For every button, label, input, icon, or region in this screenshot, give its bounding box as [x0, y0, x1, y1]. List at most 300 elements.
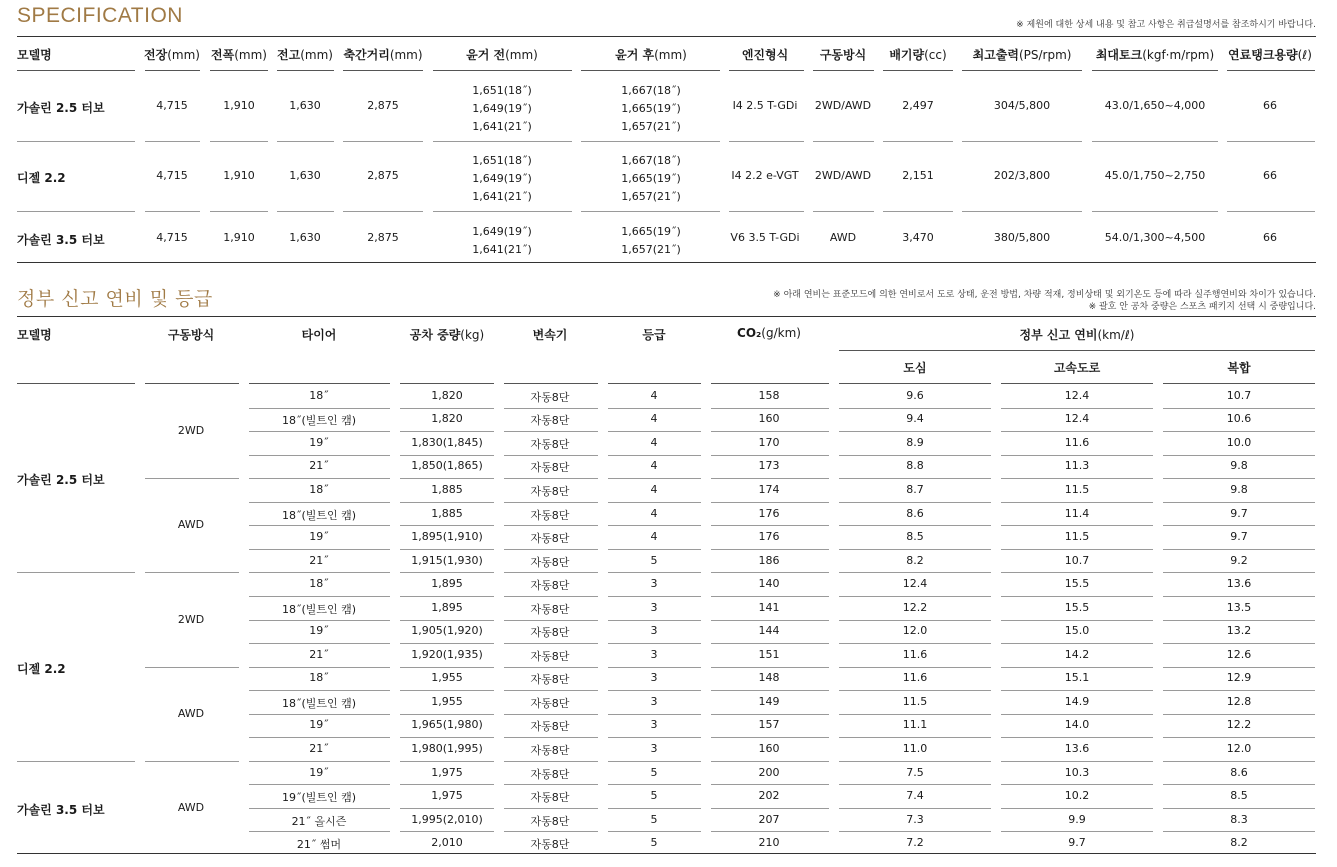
fuel-cell-co2: 160 — [758, 742, 780, 756]
spec-cell-tank: 66 — [1263, 169, 1277, 182]
spec-row-divider — [343, 141, 423, 142]
fuel-row-divider — [504, 572, 598, 573]
spec-row-model: 디젤 2.2 — [17, 171, 66, 185]
fuel-row-divider — [608, 525, 701, 526]
fuel-cell-highway: 15.0 — [1064, 624, 1090, 638]
fuel-cell-tire: 18˝ — [309, 482, 329, 496]
fuel-cell-co2: 200 — [758, 765, 780, 779]
fuel-row-divider — [1001, 784, 1153, 785]
fuel-cell-weight: 1,965(1,980) — [411, 718, 483, 732]
fuel-row-divider — [1163, 714, 1315, 715]
fuel-row-divider — [711, 808, 829, 809]
fuel-row-divider — [400, 831, 494, 832]
spec-row-divider — [210, 141, 268, 142]
spec-cell-height: 1,630 — [289, 231, 321, 244]
spec-cell-track_rear: 1,667(18˝) — [621, 154, 681, 167]
spec-row-divider — [1227, 141, 1315, 142]
spec-cell-track_rear: 1,657(21˝) — [621, 120, 681, 133]
spec-cell-track_front: 1,641(21˝) — [472, 190, 532, 203]
fuel-cell-combined: 8.3 — [1230, 812, 1248, 826]
spec-bottom-rule — [17, 262, 1316, 263]
fuel-row-divider — [400, 620, 494, 621]
fuel-row-divider — [608, 502, 701, 503]
fuel-cell-co2: 170 — [758, 435, 780, 449]
fuel-cell-city: 9.4 — [906, 412, 924, 426]
fuel-cell-weight: 1,955 — [431, 671, 463, 685]
fuel-cell-combined: 10.6 — [1226, 412, 1252, 426]
fuel-row-divider — [400, 761, 494, 762]
spec-header-underline — [343, 70, 423, 71]
spec-header-10-label: 최고출력 — [972, 48, 1019, 62]
fuel-cell-grade: 5 — [650, 765, 658, 779]
fuel-row-divider — [1163, 831, 1315, 832]
fuel-header-weight-unit: (kg) — [460, 328, 485, 342]
fuel-row-divider — [839, 808, 991, 809]
spec-row-divider — [17, 141, 135, 142]
fuel-cell-grade: 4 — [650, 459, 658, 473]
fuel-row-divider — [711, 525, 829, 526]
fuel-cell-weight: 1,915(1,930) — [411, 553, 483, 567]
fuel-row-divider — [839, 714, 991, 715]
fuel-cell-weight: 1,975 — [431, 765, 463, 779]
spec-header-0 — [17, 46, 52, 63]
fuel-row-divider — [249, 596, 390, 597]
fuel-cell-co2: 158 — [758, 388, 780, 402]
fuel-cell-city: 8.8 — [906, 459, 924, 473]
spec-row-divider — [145, 211, 200, 212]
spec-header-6 — [615, 46, 687, 63]
fuel-row-divider — [504, 502, 598, 503]
fuel-row-divider — [711, 572, 829, 573]
fuel-cell-tire: 18˝ — [309, 577, 329, 591]
fuel-cell-co2: 176 — [758, 530, 780, 544]
fuel-row-divider — [249, 784, 390, 785]
fuel-cell-tire: 19˝ — [309, 530, 329, 544]
spec-cell-power: 380/5,800 — [993, 231, 1051, 244]
fuel-row-divider — [608, 737, 701, 738]
fuel-header-co2-label: CO₂ — [737, 326, 762, 340]
fuel-row-divider — [1001, 667, 1153, 668]
fuel-cell-highway: 15.1 — [1064, 671, 1090, 685]
fuel-cell-weight: 1,850(1,865) — [411, 459, 483, 473]
fuel-cell-trans: 자동8단 — [530, 532, 570, 546]
fuel-row-divider — [1001, 596, 1153, 597]
spec-header-2-label: 전폭 — [211, 48, 235, 62]
fuel-row-divider — [839, 784, 991, 785]
spec-row-divider — [962, 211, 1082, 212]
fuel-cell-tire: 21˝ — [309, 553, 329, 567]
fuel-row-divider — [249, 502, 390, 503]
fuel-bottom-rule — [17, 853, 1316, 854]
fuel-cell-grade: 3 — [650, 694, 658, 708]
fuel-row-divider — [1163, 549, 1315, 550]
fuel-row-divider — [249, 549, 390, 550]
fuel-cell-highway: 11.6 — [1064, 435, 1090, 449]
fuel-cell-highway: 10.2 — [1064, 789, 1090, 803]
fuel-cell-co2: 148 — [758, 671, 780, 685]
spec-header-underline — [210, 70, 268, 71]
fuel-cell-city: 11.5 — [902, 694, 928, 708]
fuel-header-tire: 타이어 — [301, 328, 337, 342]
spec-cell-wheelbase: 2,875 — [367, 231, 399, 244]
spec-header-6-unit: (mm) — [654, 48, 687, 62]
spec-cell-track_rear: 1,657(21˝) — [621, 243, 681, 256]
fuel-cell-trans: 자동8단 — [530, 767, 570, 781]
spec-header-underline — [581, 70, 720, 71]
fuel-row-divider — [504, 761, 598, 762]
fuel-cell-grade: 3 — [650, 600, 658, 614]
fuel-row-divider — [1001, 620, 1153, 621]
fuel-row-divider — [711, 831, 829, 832]
fuel-row-divider — [1001, 761, 1153, 762]
spec-row-divider — [1092, 211, 1218, 212]
fuel-cell-city: 9.6 — [906, 388, 924, 402]
fuel-cell-highway: 9.7 — [1068, 836, 1086, 850]
fuel-cell-weight: 1,895 — [431, 577, 463, 591]
fuel-header-underline — [1001, 383, 1153, 384]
fuel-row-divider — [1001, 408, 1153, 409]
spec-row-divider — [813, 211, 874, 212]
fuel-cell-city: 11.6 — [902, 647, 928, 661]
fuel-cell-grade: 4 — [650, 435, 658, 449]
fuel-cell-grade: 3 — [650, 718, 658, 732]
fuel-cell-city: 12.4 — [902, 577, 928, 591]
fuel-cell-city: 8.7 — [906, 482, 924, 496]
spec-cell-displacement: 3,470 — [902, 231, 934, 244]
spec-cell-track_rear: 1,657(21˝) — [621, 190, 681, 203]
fuel-row-divider — [400, 643, 494, 644]
fuel-header-underline — [249, 383, 390, 384]
fuel-cell-weight: 1,820 — [431, 388, 463, 402]
spec-cell-length: 4,715 — [156, 231, 188, 244]
spec-header-10-unit: (PS/rpm) — [1018, 48, 1072, 62]
spec-header-6-label: 윤거 후 — [615, 48, 655, 62]
fuel-row-divider — [400, 737, 494, 738]
fuel-cell-grade: 4 — [650, 506, 658, 520]
spec-header-9-unit: (cc) — [924, 48, 947, 62]
spec-row-divider — [210, 211, 268, 212]
fuel-cell-combined: 8.2 — [1230, 836, 1248, 850]
fuel-row-divider — [504, 455, 598, 456]
fuel-header-underline — [1163, 383, 1315, 384]
fuel-cell-highway: 11.5 — [1064, 482, 1090, 496]
spec-row-divider — [433, 141, 572, 142]
fuel-cell-grade: 4 — [650, 412, 658, 426]
fuel-cell-highway: 11.3 — [1064, 459, 1090, 473]
fuel-drive-divider — [145, 478, 239, 479]
fuel-row-divider — [1001, 831, 1153, 832]
spec-header-11 — [1096, 46, 1214, 63]
fuel-cell-grade: 5 — [650, 836, 658, 850]
fuel-cell-co2: 144 — [758, 624, 780, 638]
fuel-cell-city: 12.2 — [902, 600, 928, 614]
fuel-row-divider — [1163, 478, 1315, 479]
fuel-row-divider — [1163, 431, 1315, 432]
fuel-cell-trans: 자동8단 — [530, 414, 570, 428]
fuel-cell-combined: 13.6 — [1226, 577, 1252, 591]
fuel-row-divider — [839, 478, 991, 479]
fuel-cell-co2: 174 — [758, 482, 780, 496]
fuel-cell-grade: 3 — [650, 742, 658, 756]
spec-cell-engine: V6 3.5 T-GDi — [730, 231, 800, 244]
spec-cell-displacement: 2,497 — [902, 99, 934, 112]
fuel-cell-weight: 2,010 — [431, 836, 463, 850]
spec-cell-power: 304/5,800 — [993, 99, 1051, 112]
fuel-model-divider — [17, 761, 135, 762]
fuel-cell-trans: 자동8단 — [530, 579, 570, 593]
spec-header-9 — [889, 46, 946, 63]
fuel-cell-trans: 자동8단 — [530, 673, 570, 687]
fuel-cell-tire: 18˝(빌트인 캠) — [281, 696, 357, 710]
fuel-cell-co2: 160 — [758, 412, 780, 426]
fuel-cell-co2: 207 — [758, 812, 780, 826]
fuel-row-divider — [839, 431, 991, 432]
fuel-header-combined: 복합 — [1227, 361, 1251, 375]
fuel-cell-tire: 21˝ 올시즌 — [291, 814, 347, 828]
fuel-row-divider — [711, 643, 829, 644]
fuel-row-divider — [504, 690, 598, 691]
fuel-header-efficiency-unit: (km/ℓ) — [1097, 328, 1135, 342]
spec-row-model: 가솔린 3.5 터보 — [17, 233, 105, 247]
fuel-row-divider — [711, 761, 829, 762]
spec-header-underline — [277, 70, 334, 71]
fuel-cell-tire: 19˝ — [309, 765, 329, 779]
fuel-row-divider — [400, 596, 494, 597]
spec-header-underline — [729, 70, 804, 71]
fuel-row-divider — [400, 690, 494, 691]
fuel-row-divider — [400, 502, 494, 503]
fuel-row-divider — [504, 478, 598, 479]
fuel-row-divider — [1163, 737, 1315, 738]
spec-cell-wheelbase: 2,875 — [367, 99, 399, 112]
fuel-cell-tire: 18˝ — [309, 671, 329, 685]
fuel-row-divider — [608, 667, 701, 668]
fuel-cell-combined: 12.9 — [1226, 671, 1252, 685]
fuel-cell-weight: 1,885 — [431, 482, 463, 496]
fuel-cell-city: 11.6 — [902, 671, 928, 685]
fuel-cell-highway: 14.9 — [1064, 694, 1090, 708]
fuel-row-divider — [711, 431, 829, 432]
fuel-row-divider — [1001, 714, 1153, 715]
spec-cell-torque: 43.0/1,650~4,000 — [1104, 99, 1206, 112]
spec-header-3-unit: (mm) — [300, 48, 333, 62]
spec-row-divider — [729, 211, 804, 212]
fuel-row-divider — [608, 761, 701, 762]
fuel-row-divider — [249, 714, 390, 715]
spec-header-4 — [343, 46, 422, 63]
spec-cell-drive: AWD — [829, 231, 857, 244]
fuel-row-divider — [249, 478, 390, 479]
fuel-row-divider — [711, 478, 829, 479]
fuel-cell-trans: 자동8단 — [530, 649, 570, 663]
spec-header-0-label: 모델명 — [17, 48, 52, 62]
spec-cell-track_rear: 1,665(19˝) — [621, 225, 681, 238]
fuel-cell-trans: 자동8단 — [530, 508, 570, 522]
spec-section-title: SPECIFICATION — [17, 4, 183, 27]
fuel-cell-highway: 13.6 — [1064, 742, 1090, 756]
fuel-cell-city: 8.5 — [906, 530, 924, 544]
fuel-row-divider — [839, 502, 991, 503]
fuel-row-divider — [711, 596, 829, 597]
fuel-row-divider — [1001, 502, 1153, 503]
fuel-cell-combined: 9.7 — [1230, 530, 1248, 544]
fuel-header-weight — [410, 326, 484, 343]
fuel-row-divider — [504, 408, 598, 409]
fuel-cell-grade: 3 — [650, 647, 658, 661]
fuel-cell-highway: 10.3 — [1064, 765, 1090, 779]
spec-cell-engine: I4 2.5 T-GDi — [732, 99, 798, 112]
fuel-cell-grade: 5 — [650, 812, 658, 826]
spec-cell-length: 4,715 — [156, 99, 188, 112]
fuel-cell-city: 8.6 — [906, 506, 924, 520]
spec-row-model: 가솔린 2.5 터보 — [17, 101, 105, 115]
spec-cell-torque: 54.0/1,300~4,500 — [1104, 231, 1206, 244]
fuel-cell-trans: 자동8단 — [530, 626, 570, 640]
fuel-row-divider — [839, 761, 991, 762]
fuel-row-divider — [249, 620, 390, 621]
spec-cell-track_front: 1,649(19˝) — [472, 102, 532, 115]
fuel-cell-grade: 3 — [650, 624, 658, 638]
fuel-cell-trans: 자동8단 — [530, 838, 570, 852]
fuel-row-divider — [608, 431, 701, 432]
fuel-row-divider — [249, 408, 390, 409]
spec-cell-track_front: 1,649(19˝) — [472, 172, 532, 185]
fuel-cell-city: 11.0 — [902, 742, 928, 756]
fuel-header-underline — [839, 383, 991, 384]
fuel-cell-city: 7.5 — [906, 765, 924, 779]
fuel-cell-highway: 11.5 — [1064, 530, 1090, 544]
spec-header-underline — [1227, 70, 1315, 71]
spec-row-divider — [729, 141, 804, 142]
spec-header-underline — [433, 70, 572, 71]
fuel-cell-highway: 14.2 — [1064, 647, 1090, 661]
spec-cell-track_rear: 1,667(18˝) — [621, 84, 681, 97]
fuel-cell-grade: 3 — [650, 577, 658, 591]
fuel-drive-divider — [145, 572, 239, 573]
spec-row-divider — [962, 141, 1082, 142]
fuel-row-divider — [1001, 549, 1153, 550]
fuel-row-divider — [1163, 667, 1315, 668]
fuel-cell-trans: 자동8단 — [530, 696, 570, 710]
fuel-header-underline — [145, 383, 239, 384]
fuel-cell-highway: 10.7 — [1064, 553, 1090, 567]
fuel-row-divider — [839, 549, 991, 550]
fuel-row-divider — [839, 455, 991, 456]
fuel-cell-grade: 4 — [650, 388, 658, 402]
spec-cell-track_front: 1,649(19˝) — [472, 225, 532, 238]
fuel-cell-trans: 자동8단 — [530, 437, 570, 451]
spec-cell-drive: 2WD/AWD — [814, 169, 872, 182]
fuel-section-title: 정부 신고 연비 및 등급 — [17, 288, 213, 310]
spec-cell-displacement: 2,151 — [902, 169, 934, 182]
fuel-header-group-underline — [839, 350, 1315, 351]
fuel-cell-tire: 21˝ — [309, 459, 329, 473]
fuel-row-divider — [1001, 525, 1153, 526]
fuel-row-divider — [249, 431, 390, 432]
fuel-cell-city: 11.1 — [902, 718, 928, 732]
spec-header-5-label: 윤거 전 — [466, 48, 506, 62]
fuel-cell-co2: 140 — [758, 577, 780, 591]
fuel-row-divider — [1163, 784, 1315, 785]
fuel-row-divider — [400, 525, 494, 526]
spec-row-divider — [145, 141, 200, 142]
spec-header-8-label: 구동방식 — [819, 48, 867, 62]
fuel-cell-combined: 13.5 — [1226, 600, 1252, 614]
fuel-cell-tire: 18˝ — [309, 388, 329, 402]
spec-header-8 — [820, 46, 866, 63]
spec-cell-power: 202/3,800 — [993, 169, 1051, 182]
fuel-cell-drive: 2WD — [177, 424, 205, 438]
fuel-cell-grade: 5 — [650, 553, 658, 567]
spec-header-11-label: 최대토크 — [1095, 48, 1143, 62]
fuel-cell-combined: 10.7 — [1226, 388, 1252, 402]
spec-cell-height: 1,630 — [289, 169, 321, 182]
fuel-cell-highway: 14.0 — [1064, 718, 1090, 732]
fuel-row-divider — [711, 408, 829, 409]
fuel-cell-combined: 12.2 — [1226, 718, 1252, 732]
spec-header-4-unit: (mm) — [389, 48, 423, 62]
fuel-row-divider — [400, 784, 494, 785]
fuel-cell-co2: 149 — [758, 694, 780, 708]
spec-cell-track_front: 1,641(21˝) — [472, 120, 532, 133]
fuel-cell-combined: 9.8 — [1230, 459, 1248, 473]
fuel-row-divider — [711, 667, 829, 668]
fuel-cell-trans: 자동8단 — [530, 484, 570, 498]
fuel-cell-co2: 141 — [758, 600, 780, 614]
fuel-row-divider — [1163, 620, 1315, 621]
fuel-cell-city: 7.4 — [906, 789, 924, 803]
fuel-cell-grade: 5 — [650, 789, 658, 803]
fuel-header-efficiency-label: 정부 신고 연비 — [1019, 328, 1098, 342]
fuel-header-highway: 고속도로 — [1053, 361, 1101, 375]
fuel-row-divider — [400, 714, 494, 715]
fuel-cell-drive: AWD — [177, 706, 205, 720]
spec-header-2-unit: (mm) — [234, 48, 267, 62]
fuel-row-divider — [1001, 808, 1153, 809]
fuel-row-divider — [400, 572, 494, 573]
fuel-row-divider — [1163, 808, 1315, 809]
spec-row-divider — [581, 141, 720, 142]
fuel-cell-weight: 1,895 — [431, 600, 463, 614]
fuel-cell-grade: 4 — [650, 482, 658, 496]
spec-row-divider — [883, 211, 953, 212]
fuel-cell-drive: AWD — [177, 518, 205, 532]
fuel-cell-combined: 9.8 — [1230, 482, 1248, 496]
fuel-cell-tire: 21˝ — [309, 647, 329, 661]
fuel-cell-city: 12.0 — [902, 624, 928, 638]
spec-cell-width: 1,910 — [223, 99, 255, 112]
fuel-row-divider — [1001, 737, 1153, 738]
fuel-cell-weight: 1,920(1,935) — [411, 647, 483, 661]
spec-header-5-unit: (mm) — [505, 48, 538, 62]
fuel-header-underline — [400, 383, 494, 384]
fuel-cell-highway: 15.5 — [1064, 577, 1090, 591]
fuel-row-divider — [249, 808, 390, 809]
fuel-header-underline — [504, 383, 598, 384]
fuel-cell-trans: 자동8단 — [530, 461, 570, 475]
fuel-row-divider — [1163, 502, 1315, 503]
fuel-row-divider — [249, 761, 390, 762]
spec-header-11-unit: (kgf·m/rpm) — [1142, 48, 1215, 62]
spec-header-5 — [466, 46, 538, 63]
fuel-cell-city: 8.2 — [906, 553, 924, 567]
fuel-row-divider — [608, 831, 701, 832]
fuel-cell-highway: 11.4 — [1064, 506, 1090, 520]
fuel-row-model: 가솔린 3.5 터보 — [17, 802, 105, 817]
fuel-cell-trans: 자동8단 — [530, 555, 570, 569]
spec-top-rule — [17, 36, 1316, 37]
fuel-row-divider — [1163, 761, 1315, 762]
